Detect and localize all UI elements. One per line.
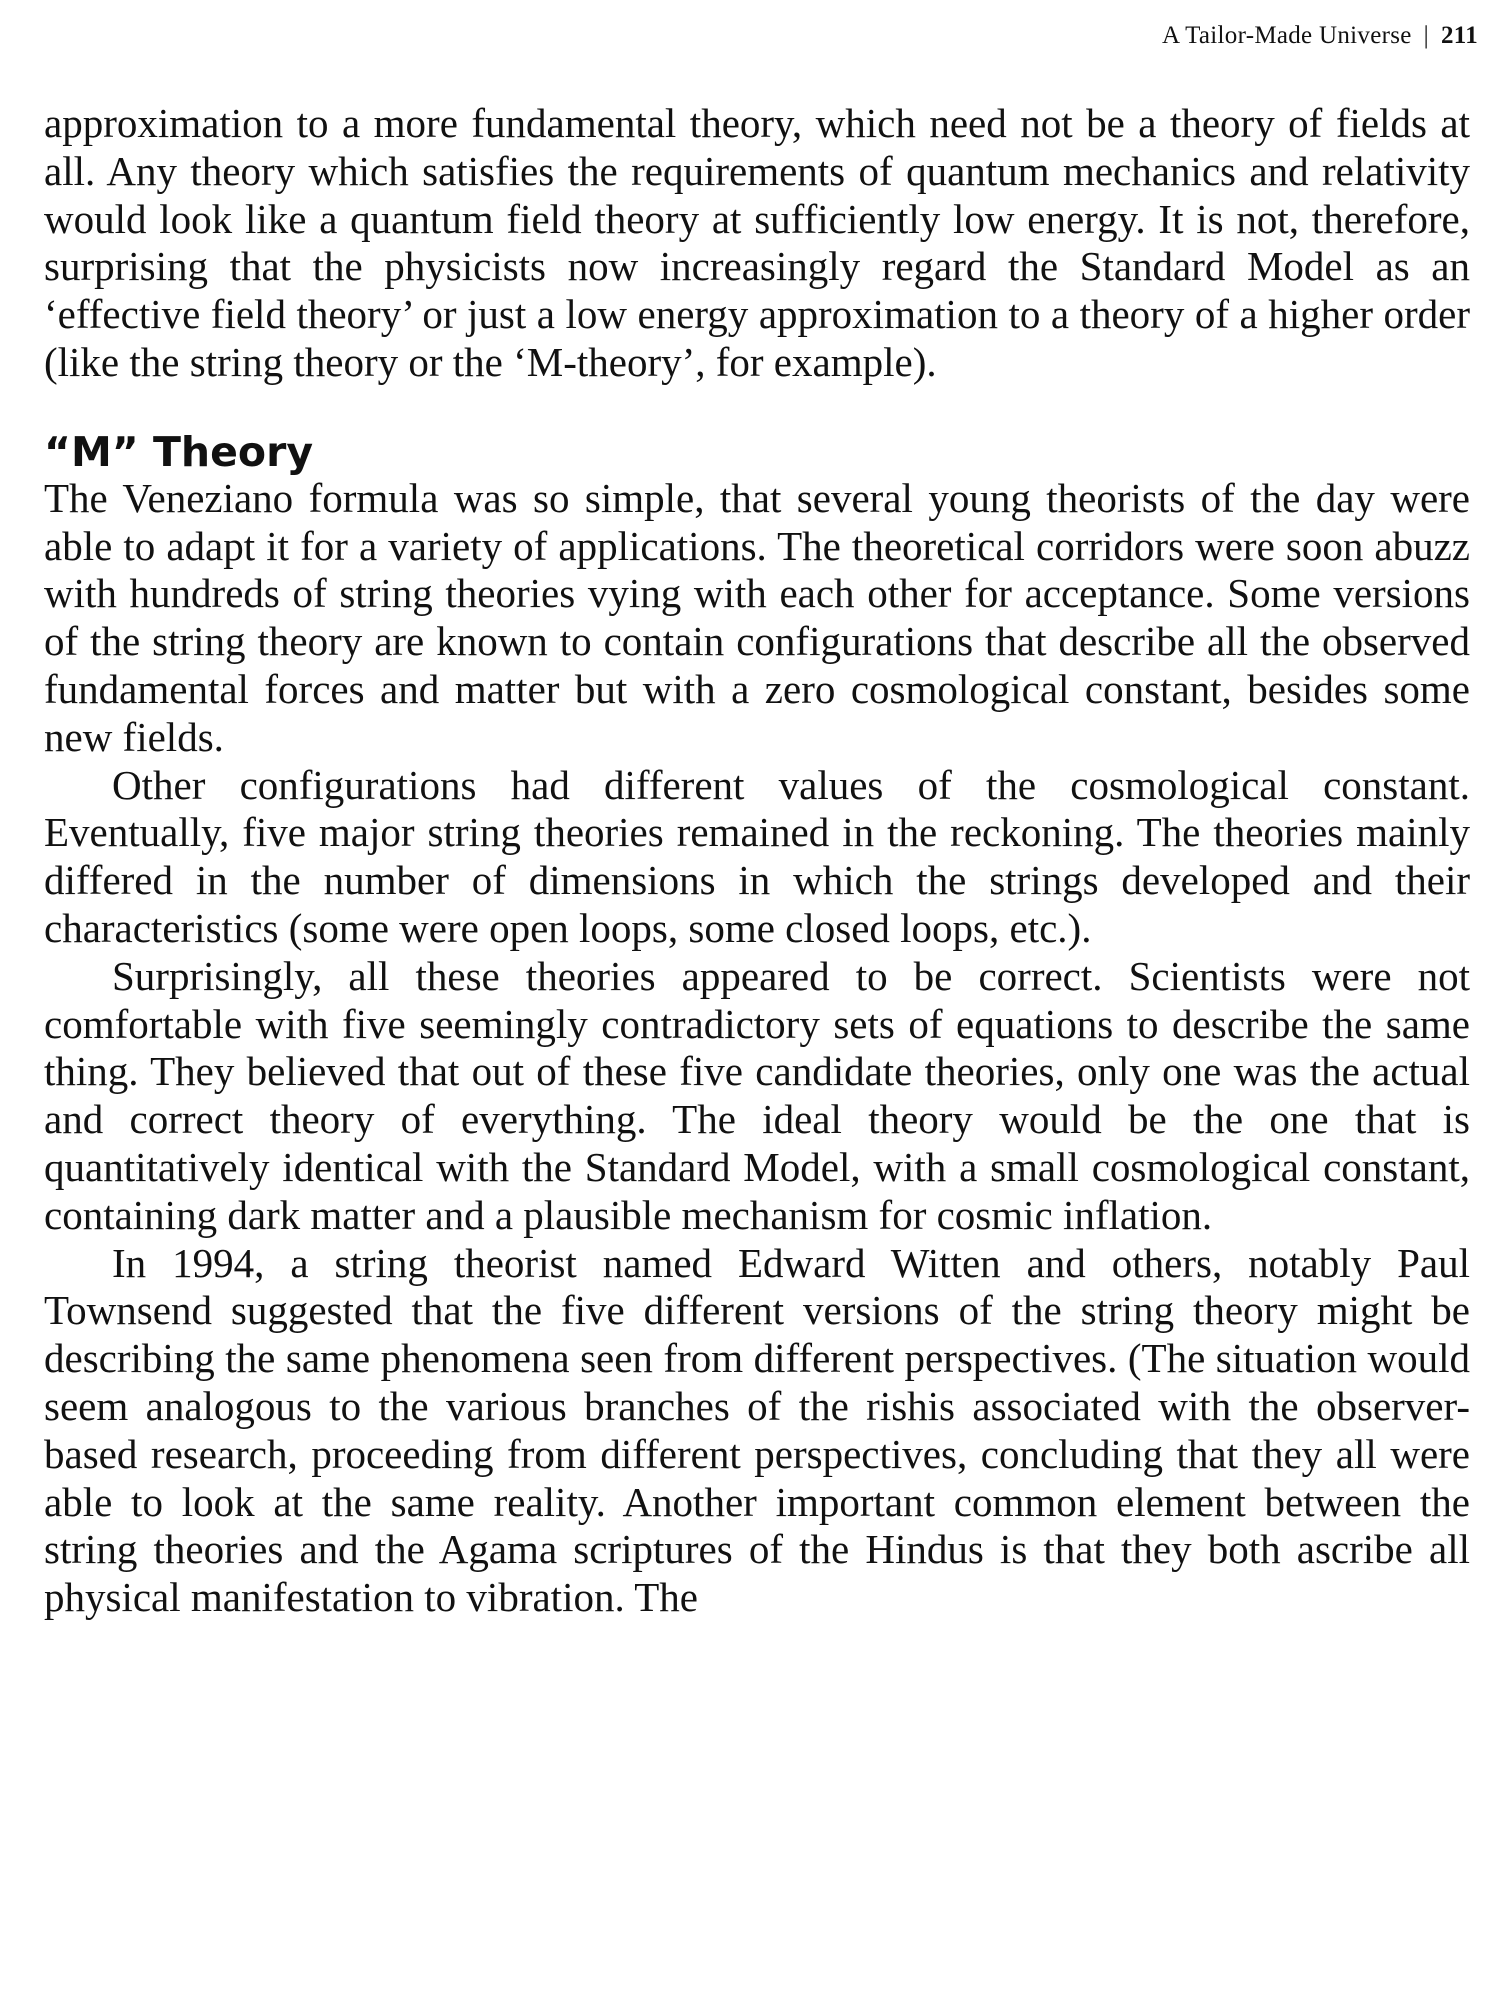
paragraph-1: The Veneziano formula was so simple, that several young theorists of the day were able to adapt it for a variety of applications. The theoretical corridors were soon abuzz with hundreds of string theories vying with each other for acceptance. Some versions of the string theory are known to contain configurations that describe all the observed fundamental forces and matter but with a zero cosmological constant, besides some new fields. [44, 474, 1470, 760]
body-text [44, 100, 1470, 1622]
running-header [1162, 22, 1478, 50]
paragraph-3: Surprisingly, all these theories appeared to be correct. Scientists were not comfortable with five seemingly contradictory sets of equations to describe the same thing. They believed that out of these five candidate theories, only one was the actual and correct theory of everything. The ideal theory would be the one that is quantitatively identical with the Standard Model, with a small cosmological constant, containing dark matter and a plausible mechanism for cosmic inflation. [44, 952, 1470, 1238]
paragraph-4: In 1994, a string theorist named Edward Witten and others, notably Paul Townsend suggested that the five different versions of the string theory might be describing the same phenomena seen from different perspectives. (The situation would seem analogous to the various branches of the rishis associated with the observer-based research, proceeding from different perspectives, concluding that they all were able to look at the same reality. Another important common element between the string theories and the Agama scriptures of the Hindus is that they both ascribe all physical manifestation to vibration. The [44, 1239, 1470, 1621]
header-separator: | [1423, 22, 1429, 49]
running-title: A Tailor-Made Universe [1162, 22, 1412, 49]
paragraph-2: Other configurations had different values of the cosmological constant. Eventually, five major string theories remained in the reckoning. The theories mainly differed in the number of dimensions in which the strings developed and their characteristics (some were open loops, some closed loops, etc.). [44, 761, 1470, 951]
section-heading: “M” Theory [44, 427, 314, 476]
page-number: 211 [1440, 22, 1478, 49]
intro-paragraph: approximation to a more fundamental theory, which need not be a theory of fields at all. Any theory which satisfies the requirements of quantum mechanics and relativity would look like a quantum field theory at sufficiently low energy. It is not, therefore, surprising that the physicists now increasingly regard the Standard Model as an ‘effective field theory’ or just a low energy approximation to a theory of a higher order (like the string theory or the ‘M-theory’, for example). [44, 100, 1470, 385]
